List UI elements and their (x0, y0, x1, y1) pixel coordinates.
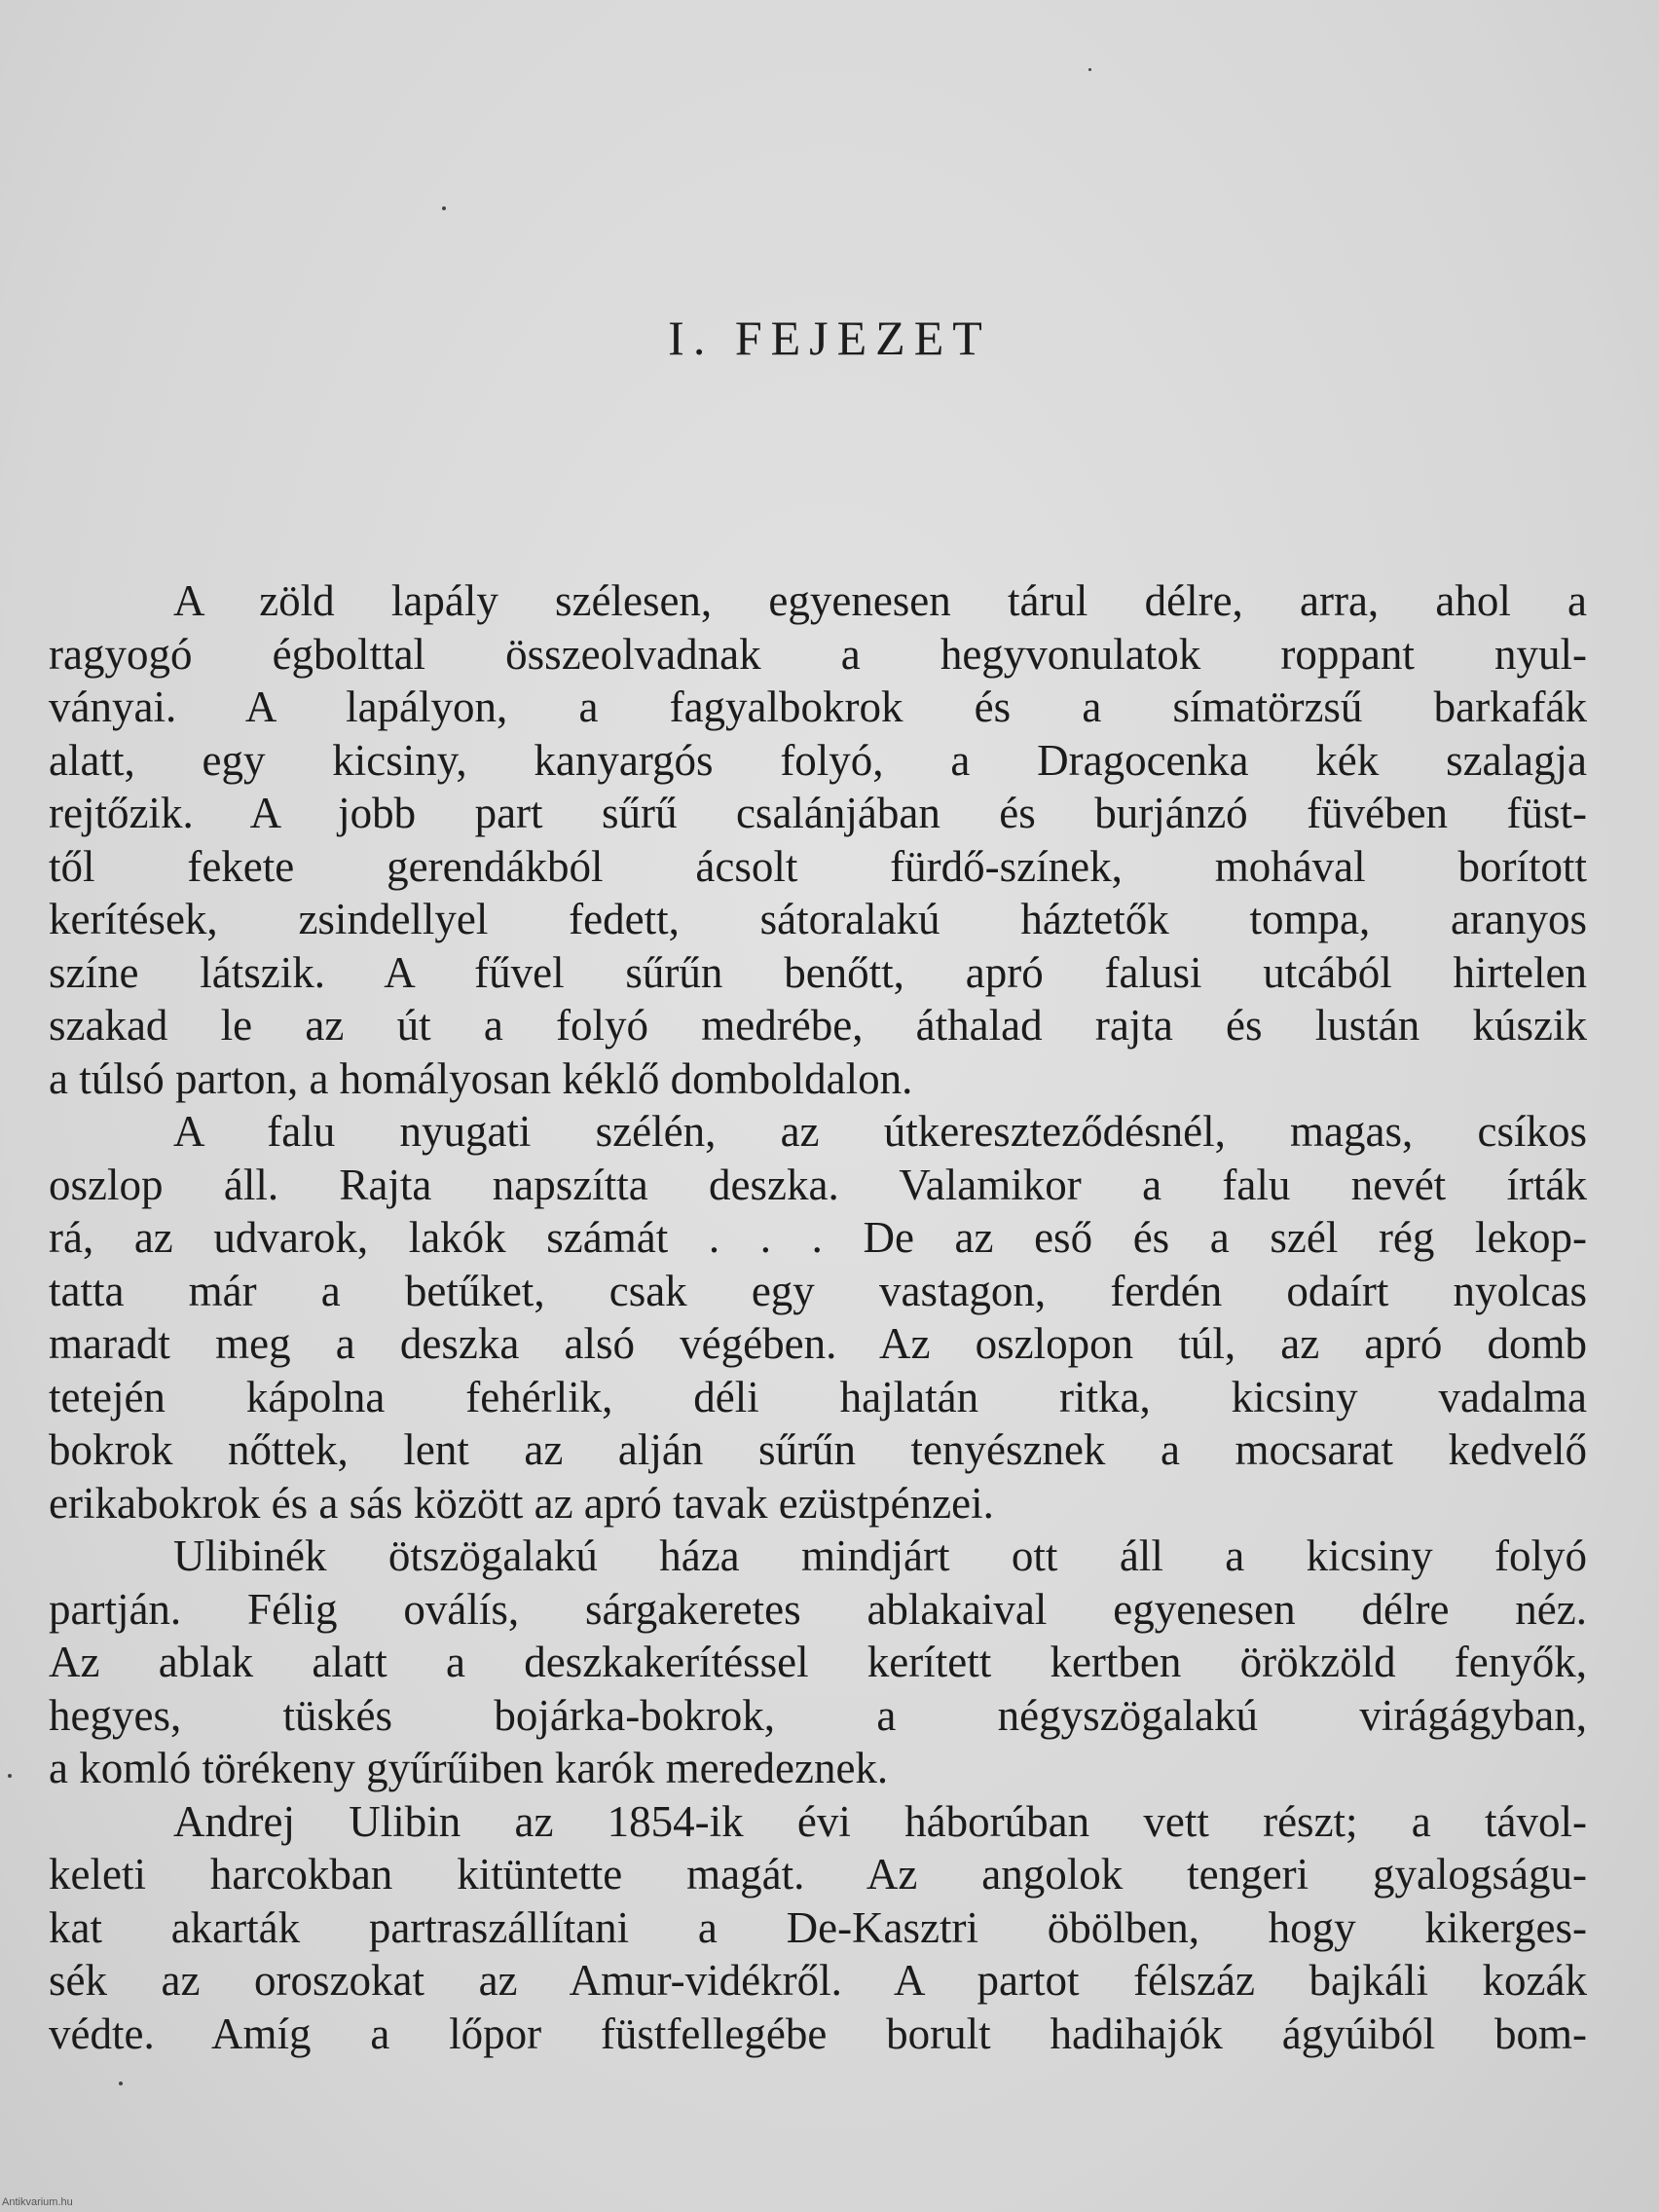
text-line: hegyes, tüskés bojárka-bokrok, a négyszögalakú virágágyban, (49, 1690, 1587, 1740)
watermark-text: Antikvarium.hu (2, 2196, 73, 2208)
text-line: oszlop áll. Rajta napszítta deszka. Valamikor a falu nevét írták (49, 1160, 1587, 1209)
text-line: A falu nyugati szélén, az útkereszteződésnél, magas, csíkos (173, 1107, 1587, 1156)
text-line: védte. Amíg a lőpor füstfellegébe borult hadihajók ágyúiból bom- (49, 2009, 1587, 2058)
text-line: bokrok nőttek, lent az alján sűrűn tenyésznek a mocsarat kedvelő (49, 1425, 1587, 1474)
print-speck (442, 206, 446, 210)
text-line: a komló törékeny gyűrűiben karók meredeznek. (49, 1744, 889, 1792)
text-line: rá, az udvarok, lakók számát . . . De az eső és a szél rég lekop- (49, 1213, 1587, 1262)
text-line: erikabokrok és a sás között az apró tavak ezüstpénzei. (49, 1478, 994, 1528)
text-line: Az ablak alatt a deszkakerítéssel kerített kertben örökzöld fenyők, (49, 1638, 1587, 1686)
text-line: maradt meg a deszka alsó végében. Az oszlopon túl, az apró domb (49, 1319, 1587, 1368)
text-line: színe látszik. A fűvel sűrűn benőtt, apró falusi utcából hirtelen (49, 947, 1587, 997)
text-line: Andrej Ulibin az 1854-ik évi háborúban vett részt; a távol- (173, 1796, 1587, 1846)
text-line: kerítések, zsindellyel fedett, sátoralakú háztetők tompa, aranyos (49, 895, 1587, 943)
text-line: ragyogó égbolttal összeolvadnak a hegyvonulatok roppant nyul- (49, 629, 1587, 679)
text-line: tetején kápolna fehérlik, déli hajlatán ritka, kicsiny vadalma (49, 1372, 1587, 1421)
text-line: sék az oroszokat az Amur-vidékről. A partot félszáz bajkáli kozák (49, 1956, 1587, 2005)
chapter-title: I. FEJEZET (668, 311, 991, 365)
text-line: tatta már a betűket, csak egy vastagon, ferdén odaírt nyolcas (49, 1266, 1587, 1315)
text-line: től fekete gerendákból ácsolt fürdő-színek, mohával borított (49, 841, 1587, 891)
print-speck (119, 2082, 123, 2085)
print-speck (1088, 68, 1091, 71)
text-line: keleti harcokban kitüntette magát. Az angolok tengeri gyalogságu- (49, 1850, 1587, 1899)
body-text (49, 574, 1587, 2060)
print-speck (8, 1774, 12, 1778)
text-line: rejtőzik. A jobb part sűrű csalánjában és burjánzó füvében füst- (49, 789, 1587, 837)
text-line: a túlsó parton, a homályosan kéklő domboldalon. (49, 1053, 913, 1103)
text-line: szakad le az út a folyó medrébe, áthalad rajta és lustán kúszik (49, 1001, 1587, 1050)
text-line: alatt, egy kicsiny, kanyargós folyó, a Dragocenka kék szalagja (49, 735, 1587, 785)
text-line: A zöld lapály szélesen, egyenesen tárul délre, arra, ahol a (173, 576, 1587, 625)
text-line: kat akarták partraszállítani a De-Kasztri öbölben, hogy kikerges- (49, 1902, 1587, 1952)
text-line: Ulibinék ötszögalakú háza mindjárt ott áll a kicsiny folyó (173, 1531, 1587, 1580)
text-line: ványai. A lapályon, a fagyalbokrok és a símatörzsű barkafák (49, 682, 1587, 731)
text-line: partján. Félig oválís, sárgakeretes ablakaival egyenesen délre néz. (49, 1584, 1587, 1634)
